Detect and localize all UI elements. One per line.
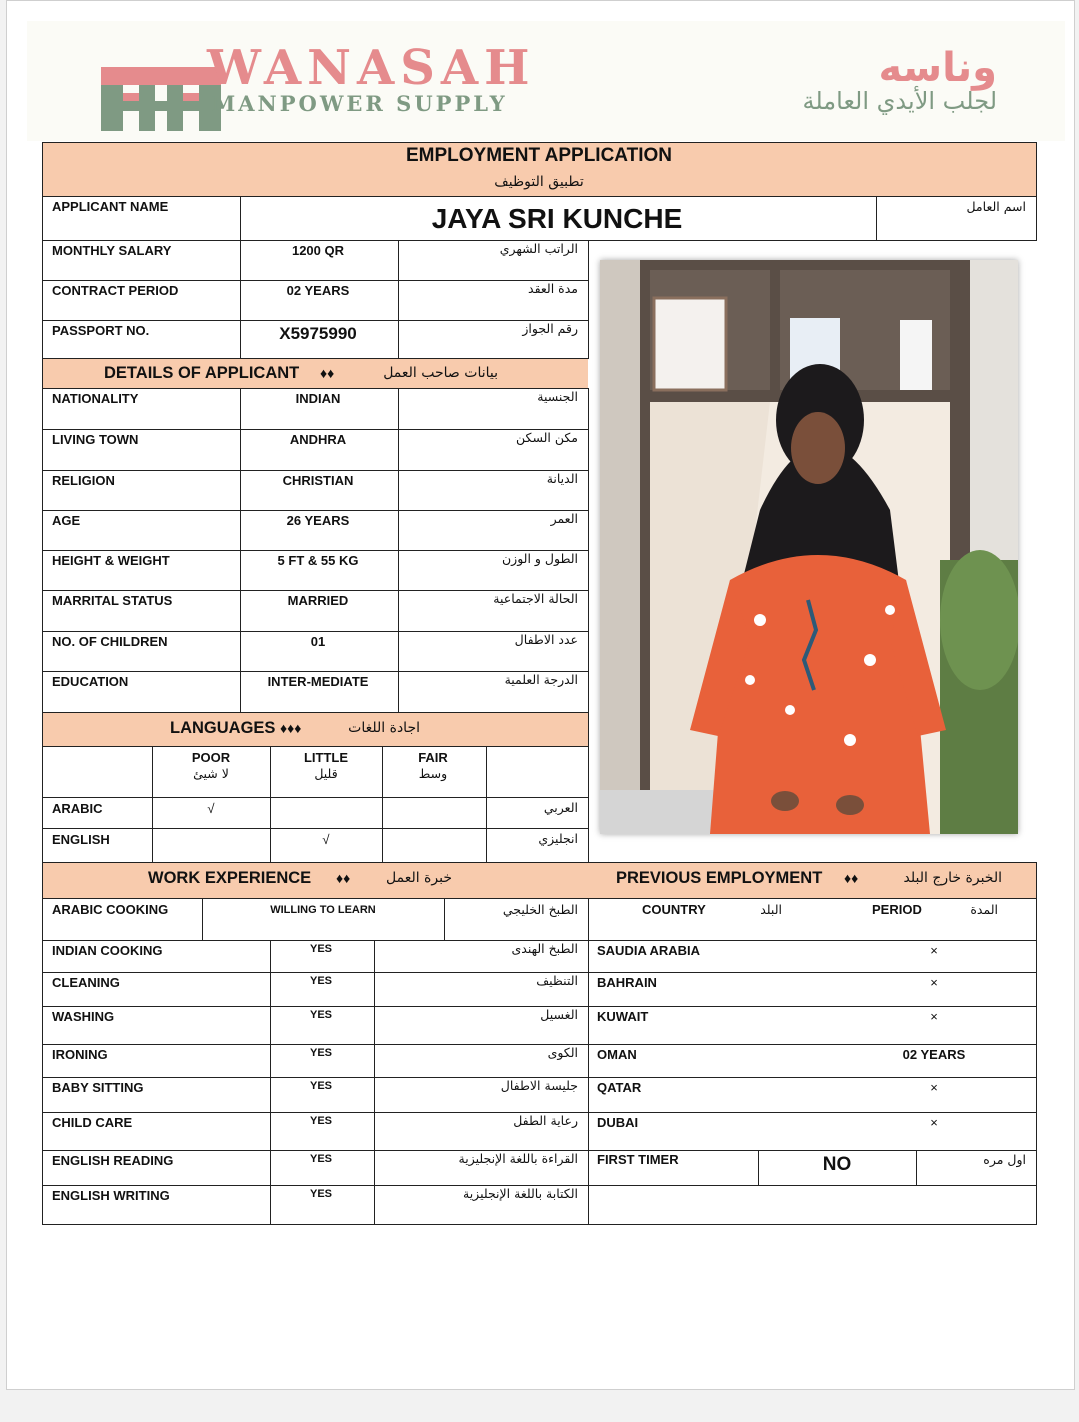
language-row-label-arabic: العربي xyxy=(543,800,578,815)
details-header: DETAILS OF APPLICANT xyxy=(104,364,300,382)
first-timer-value: NO xyxy=(822,1154,852,1175)
work-row-value: YES xyxy=(309,1047,332,1059)
previous-period: × xyxy=(930,975,938,990)
work-row-label: IRONING xyxy=(52,1047,108,1062)
previous-country: DUBAI xyxy=(597,1115,639,1130)
work-row-label: BABY SITTING xyxy=(52,1080,144,1095)
work-row-value: YES xyxy=(309,975,332,987)
detail-row-label-arabic: عدد الاطفال xyxy=(514,632,578,647)
grid-line xyxy=(42,1112,1037,1113)
grid-line xyxy=(42,940,1037,941)
detail-row-label: HEIGHT & WEIGHT xyxy=(52,553,170,568)
top-row-value: 02 YEARS xyxy=(286,283,350,298)
period-column-header: PERIOD xyxy=(872,902,922,917)
previous-period: × xyxy=(930,1115,938,1130)
grid-line xyxy=(42,1006,1037,1007)
top-row-label: CONTRACT PERIOD xyxy=(52,283,179,298)
grid-line xyxy=(240,196,241,359)
detail-row-value: 26 YEARS xyxy=(286,513,350,528)
grid-line xyxy=(588,898,589,1225)
previous-country: OMAN xyxy=(597,1047,637,1062)
work-row-value: YES xyxy=(309,1153,332,1165)
grid-line xyxy=(42,671,589,672)
work-row-label: CHILD CARE xyxy=(52,1115,133,1130)
detail-row-label-arabic: الحالة الاجتماعية xyxy=(493,591,578,606)
grid-line xyxy=(42,550,589,551)
previous-employment-header-arabic: الخبرة خارج البلد xyxy=(903,870,1002,886)
grid-line xyxy=(42,746,589,747)
grid-line xyxy=(42,1224,1037,1225)
language-row-label-arabic: انجليزي xyxy=(538,831,578,846)
detail-row-label: NATIONALITY xyxy=(52,391,139,406)
brand-tagline-arabic: لجلب الأيدي العاملة xyxy=(802,87,997,115)
previous-country: SAUDIA ARABIA xyxy=(597,943,701,958)
grid-line xyxy=(758,1150,759,1186)
work-row-label-arabic: القراءة باللغة الإنجليزية xyxy=(458,1151,578,1166)
applicant-photo xyxy=(600,260,1018,834)
detail-row-label-arabic: الطول و الوزن xyxy=(501,551,578,566)
previous-employment-header: PREVIOUS EMPLOYMENT xyxy=(616,869,823,887)
grid-line xyxy=(42,1044,1037,1045)
grid-line xyxy=(42,358,589,359)
detail-row-value: INTER-MEDIATE xyxy=(267,674,369,689)
brand-name: WANASAH xyxy=(207,40,536,96)
work-experience-header: WORK EXPERIENCE xyxy=(148,869,312,887)
work-row-label-arabic: جليسة الاطفال xyxy=(500,1078,578,1093)
details-header-arabic: بيانات صاحب العمل xyxy=(383,365,498,381)
languages-header: LANGUAGES xyxy=(170,719,276,737)
grid-line xyxy=(42,280,589,281)
top-row-label: PASSPORT NO. xyxy=(52,323,150,338)
grid-line xyxy=(152,746,153,863)
grid-line xyxy=(42,470,589,471)
previous-employment-header-marks: ♦♦ xyxy=(844,870,859,886)
previous-country: QATAR xyxy=(597,1080,642,1095)
work-row-value: YES xyxy=(309,1080,332,1092)
previous-country: KUWAIT xyxy=(597,1009,649,1024)
form-title-arabic: تطبيق التوظيف xyxy=(494,174,584,190)
arabic-cooking-value: WILLING TO LEARN xyxy=(270,904,376,916)
company-logo-icon xyxy=(101,67,221,131)
work-row-label-arabic: الطبخ الهندى xyxy=(511,941,578,956)
detail-row-label: RELIGION xyxy=(52,473,115,488)
grid-line xyxy=(1036,142,1037,241)
grid-line xyxy=(42,388,589,389)
country-column-header-arabic: البلد xyxy=(760,902,782,917)
grid-line xyxy=(444,898,445,941)
top-row-label-arabic: الراتب الشهري xyxy=(499,241,578,256)
work-experience-header-marks: ♦♦ xyxy=(336,870,351,886)
language-level-header: FAIR xyxy=(418,750,448,765)
language-row-label: ARABIC xyxy=(52,801,103,816)
grid-line xyxy=(42,240,1037,241)
work-row-value: YES xyxy=(309,943,332,955)
grid-line xyxy=(42,142,1037,143)
work-row-label-arabic: الغسيل xyxy=(540,1007,578,1022)
top-row-label-arabic: مدة العقد xyxy=(528,281,578,296)
detail-row-label: MARRITAL STATUS xyxy=(52,593,173,608)
grid-line xyxy=(588,388,589,863)
grid-line xyxy=(240,388,241,713)
brand-name-arabic: وناسه xyxy=(878,45,997,91)
grid-line xyxy=(42,972,1037,973)
work-experience-header-arabic: خبرة العمل xyxy=(386,870,452,886)
work-row-label: INDIAN COOKING xyxy=(52,943,163,958)
work-row-value: YES xyxy=(309,1115,332,1127)
work-row-label-arabic: الكتابة باللغة الإنجليزية xyxy=(463,1186,578,1201)
grid-line xyxy=(398,240,399,359)
top-row-label: MONTHLY SALARY xyxy=(52,243,172,258)
detail-row-value: ANDHRA xyxy=(289,432,347,447)
top-row-value: X5975990 xyxy=(279,324,357,343)
grid-line xyxy=(486,746,487,863)
detail-row-label: EDUCATION xyxy=(52,674,129,689)
form-title: EMPLOYMENT APPLICATION xyxy=(406,145,672,166)
applicant-name-label-arabic: اسم العامل xyxy=(966,199,1026,214)
period-column-header-arabic: المدة xyxy=(970,902,998,917)
previous-period: × xyxy=(930,1009,938,1024)
grid-line xyxy=(42,898,1037,899)
work-row-label-arabic: التنظيف xyxy=(536,973,578,988)
languages-header-arabic: اجادة اللغات xyxy=(348,720,420,736)
grid-line xyxy=(42,510,589,511)
work-row-label: CLEANING xyxy=(52,975,120,990)
grid-line xyxy=(1036,862,1037,1225)
grid-line xyxy=(876,196,877,241)
grid-line xyxy=(374,940,375,1225)
first-timer-label-arabic: اول مره xyxy=(983,1152,1026,1167)
previous-period: × xyxy=(930,943,938,958)
detail-row-value: 01 xyxy=(310,634,326,649)
details-header-marks: ♦♦ xyxy=(320,365,335,381)
grid-line xyxy=(42,828,589,829)
language-level-header: LITTLE xyxy=(303,750,349,765)
grid-line xyxy=(42,142,43,1225)
detail-row-value: CHRISTIAN xyxy=(282,473,354,488)
grid-line xyxy=(42,1150,1037,1151)
work-row-label: ENGLISH READING xyxy=(52,1153,174,1168)
grid-line xyxy=(382,746,383,863)
work-row-label: ENGLISH WRITING xyxy=(52,1188,170,1203)
grid-line xyxy=(42,1185,1037,1186)
grid-line xyxy=(42,429,589,430)
language-level-header: POOR xyxy=(191,750,231,765)
detail-row-label-arabic: الديانة xyxy=(546,471,578,486)
work-row-label-arabic: الكوى xyxy=(547,1045,578,1060)
language-level-header-arabic: وسط xyxy=(418,766,448,781)
previous-country: BAHRAIN xyxy=(597,975,657,990)
grid-line xyxy=(42,196,1037,197)
applicant-name-label: APPLICANT NAME xyxy=(52,199,169,214)
previous-period: × xyxy=(930,1080,938,1095)
applicant-photo-image xyxy=(600,260,1018,834)
detail-row-label: NO. OF CHILDREN xyxy=(52,634,168,649)
arabic-cooking-label: ARABIC COOKING xyxy=(52,902,169,917)
work-row-value: YES xyxy=(309,1009,332,1021)
grid-line xyxy=(42,1077,1037,1078)
detail-row-value: INDIAN xyxy=(295,391,341,406)
detail-row-label-arabic: الدرجة العلمية xyxy=(504,672,578,687)
language-level-header-arabic: قليل xyxy=(314,766,338,781)
language-row-label: ENGLISH xyxy=(52,832,110,847)
detail-row-label-arabic: الجنسية xyxy=(537,389,578,404)
grid-line xyxy=(588,240,589,359)
previous-period: 02 YEARS xyxy=(902,1047,966,1062)
work-row-label: WASHING xyxy=(52,1009,115,1024)
grid-line xyxy=(42,320,589,321)
detail-row-label: AGE xyxy=(52,513,81,528)
top-row-value: 1200 QR xyxy=(291,243,345,258)
work-row-label-arabic: رعاية الطفل xyxy=(513,1113,578,1128)
detail-row-value: 5 FT & 55 KG xyxy=(277,553,359,568)
grid-line xyxy=(916,1150,917,1186)
grid-line xyxy=(42,590,589,591)
language-level-mark: √ xyxy=(207,801,215,816)
detail-row-label: LIVING TOWN xyxy=(52,432,139,447)
language-level-mark: √ xyxy=(322,832,330,847)
grid-line xyxy=(42,797,589,798)
detail-row-label-arabic: العمر xyxy=(550,511,578,526)
first-timer-label: FIRST TIMER xyxy=(597,1152,679,1167)
top-row-label-arabic: رقم الجواز xyxy=(522,321,578,336)
applicant-name-value: JAYA SRI KUNCHE xyxy=(431,203,683,234)
language-level-header-arabic: لا شيئ xyxy=(193,766,229,781)
arabic-cooking-label-arabic: الطبخ الخليجي xyxy=(502,902,578,917)
detail-row-label-arabic: مكن السكن xyxy=(516,430,578,445)
grid-line xyxy=(42,712,589,713)
country-column-header: COUNTRY xyxy=(642,902,706,917)
detail-row-value: MARRIED xyxy=(287,593,349,608)
grid-line xyxy=(42,862,1037,863)
work-row-value: YES xyxy=(309,1188,332,1200)
languages-header-marks: ♦♦♦ xyxy=(280,720,302,736)
grid-line xyxy=(398,388,399,713)
brand-tagline: MANPOWER SUPPLY xyxy=(212,91,508,116)
grid-line xyxy=(270,940,271,1225)
grid-line xyxy=(270,746,271,863)
grid-line xyxy=(202,898,203,941)
grid-line xyxy=(42,631,589,632)
